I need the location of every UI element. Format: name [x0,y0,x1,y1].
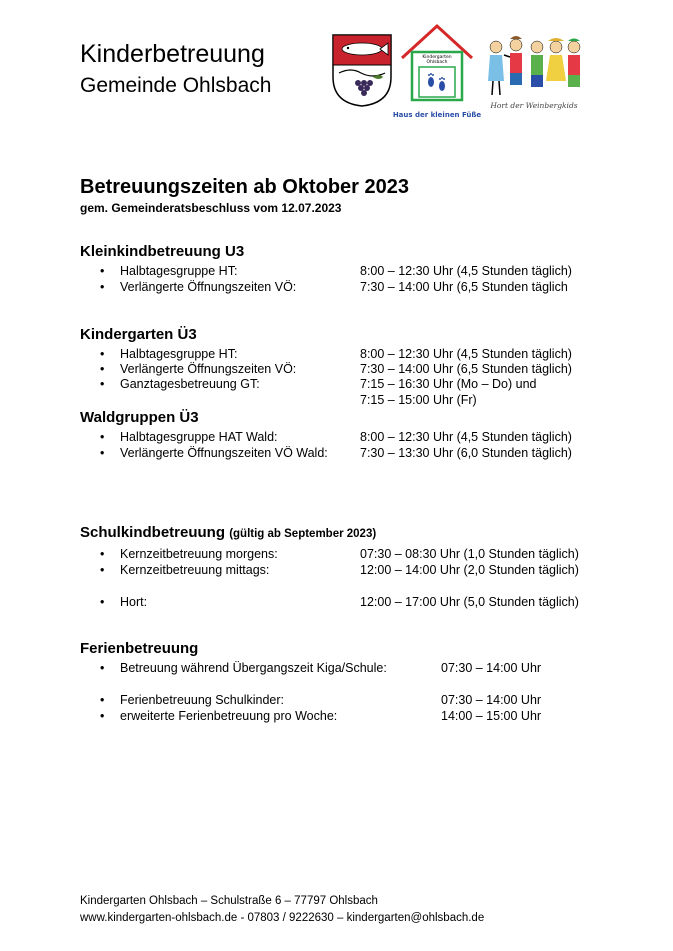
item-value: 14:00 – 15:00 Uhr [441,709,542,723]
list-item [0,430,673,445]
item-label: erweiterte Ferienbetreuung pro Woche: [120,709,338,723]
hort-kids-logo [484,33,584,113]
list-item [0,661,673,676]
kindergarten-house-logo [392,22,482,122]
bullet: • [100,377,105,391]
list-item [0,377,673,392]
hort-logo-caption: Hort der Weinbergkids [490,101,578,110]
bullet: • [100,709,105,723]
bullet: • [100,563,105,577]
footer-contact: www.kindergarten-ohlsbach.de - 07803 / 9222630 – kindergarten@ohlsbach.de [80,912,485,924]
org-subtitle: Gemeinde Ohlsbach [80,74,272,97]
item-label: Betreuung während Übergangszeit Kiga/Schule: [120,661,387,675]
org-title: Kinderbetreuung [80,40,265,68]
list-item [0,547,673,562]
item-value: 8:00 – 12:30 Uhr (4,5 Stunden täglich) [360,264,572,278]
bullet: • [100,446,105,460]
bullet: • [100,547,105,561]
bullet: • [100,595,105,609]
item-value: 8:00 – 12:30 Uhr (4,5 Stunden täglich) [360,347,572,361]
kindergarten-logo-text: Kindergarten [422,55,452,60]
item-value: 12:00 – 17:00 Uhr (5,0 Stunden täglich) [360,595,579,609]
item-label: Halbtagesgruppe HT: [120,347,238,361]
list-item [0,280,673,295]
list-item [0,362,673,377]
section-heading-waldgruppen: Waldgruppen Ü3 [80,409,199,426]
bullet: • [100,280,105,294]
bullet: • [100,693,105,707]
list-item [0,446,673,461]
item-label: Ganztagesbetreuung GT: [120,377,260,391]
kindergarten-logo-caption: Haus der kleinen Füße [392,111,482,119]
section-heading-kindergarten: Kindergarten Ü3 [80,326,197,343]
list-item-continuation [0,393,673,408]
bullet: • [100,362,105,376]
item-label: Halbtagesgruppe HAT Wald: [120,430,278,444]
section-heading-note: (gültig ab September 2023) [229,528,377,540]
item-label: Kernzeitbetreuung morgens: [120,547,278,561]
list-item [0,264,673,279]
item-label: Hort: [120,595,148,609]
item-label: Ferienbetreuung Schulkinder: [120,693,284,707]
item-value: 07:30 – 14:00 Uhr [441,661,542,675]
bullet: • [100,264,105,278]
item-label: Verlängerte Öffnungszeiten VÖ: [120,280,297,294]
item-value: 7:15 – 15:00 Uhr (Fr) [360,393,477,407]
section-heading-kleinkind: Kleinkindbetreuung U3 [80,243,245,260]
bullet: • [100,430,105,444]
item-value: 7:30 – 14:00 Uhr (6,5 Stunden täglich) [360,362,572,376]
page-subtitle: gem. Gemeinderatsbeschluss vom 12.07.2023 [80,201,342,215]
list-item [0,563,673,578]
footer-address: Kindergarten Ohlsbach – Schulstraße 6 – 77797 Ohlsbach [80,895,378,907]
item-label: Kernzeitbetreuung mittags: [120,563,270,577]
bullet: • [100,661,105,675]
item-label: Verlängerte Öffnungszeiten VÖ Wald: [120,446,328,460]
item-value: 8:00 – 12:30 Uhr (4,5 Stunden täglich) [360,430,572,444]
item-value: 07:30 – 14:00 Uhr [441,693,542,707]
item-value: 7:15 – 16:30 Uhr (Mo – Do) und [360,377,537,391]
item-value: 7:30 – 14:00 Uhr (6,5 Stunden täglich [360,280,568,294]
item-label: Verlängerte Öffnungszeiten VÖ: [120,362,297,376]
section-heading-ferien: Ferienbetreuung [80,640,199,657]
item-value: 07:30 – 08:30 Uhr (1,0 Stunden täglich) [360,547,579,561]
bullet: • [100,347,105,361]
coat-of-arms-logo [331,33,393,108]
item-value: 7:30 – 13:30 Uhr (6,0 Stunden täglich) [360,446,572,460]
kindergarten-logo-text2: Ohlsbach [426,60,448,65]
section-heading-schulkind [80,524,376,543]
item-value: 12:00 – 14:00 Uhr (2,0 Stunden täglich) [360,563,579,577]
section-heading-text: Schulkindbetreuung [80,524,226,541]
list-item [0,709,673,724]
list-item [0,595,673,610]
list-item [0,347,673,362]
list-item [0,693,673,708]
page-title: Betreuungszeiten ab Oktober 2023 [80,176,409,198]
item-label: Halbtagesgruppe HT: [120,264,238,278]
